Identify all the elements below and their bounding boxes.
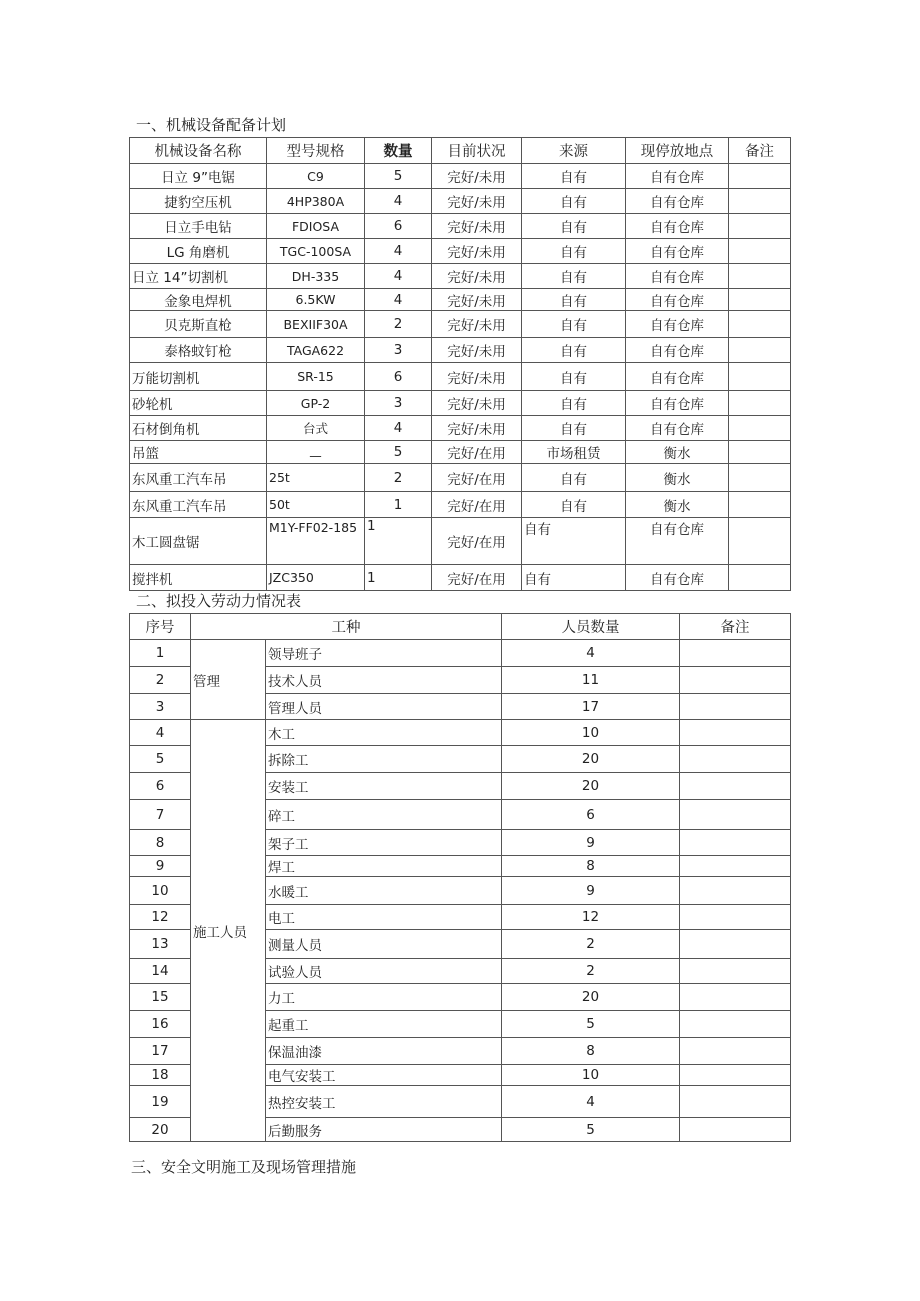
cell-quantity: 1 — [365, 492, 432, 518]
cell-headcount: 20 — [502, 773, 680, 800]
cell-source: 自有 — [522, 338, 626, 363]
cell-headcount: 9 — [502, 830, 680, 856]
equipment-row — [130, 311, 791, 338]
cell-seq: 1 — [130, 640, 191, 667]
cell-labor-remarks — [680, 746, 791, 773]
cell-status: 完好/在用 — [432, 565, 522, 591]
cell-equipment-name: 吊篮 — [130, 441, 267, 464]
header-model-spec: 型号规格 — [267, 138, 365, 164]
cell-headcount: 6 — [502, 800, 680, 830]
cell-seq: 17 — [130, 1038, 191, 1065]
cell-source: 自有 — [522, 289, 626, 311]
cell-status: 完好/未用 — [432, 164, 522, 189]
cell-seq: 5 — [130, 746, 191, 773]
cell-seq: 13 — [130, 930, 191, 959]
cell-model-spec: BEXIIF30A — [267, 311, 365, 338]
cell-source: 自有 — [522, 264, 626, 289]
cell-labor-remarks — [680, 877, 791, 905]
equipment-row — [130, 363, 791, 391]
cell-location: 自有仓库 — [626, 289, 729, 311]
cell-trade: 保温油漆 — [266, 1038, 502, 1065]
cell-equipment-name: 东风重工汽车吊 — [130, 492, 267, 518]
cell-seq: 12 — [130, 905, 191, 930]
cell-location: 自有仓库 — [626, 164, 729, 189]
cell-equipment-name: 搅拌机 — [130, 565, 267, 591]
cell-quantity: 6 — [365, 214, 432, 239]
cell-equipment-name: 砂轮机 — [130, 391, 267, 416]
cell-model-spec: TAGA622 — [267, 338, 365, 363]
cell-location: 自有仓库 — [626, 565, 729, 591]
cell-quantity: 1 — [365, 565, 432, 591]
equipment-row — [130, 164, 791, 189]
cell-location: 衡水 — [626, 464, 729, 492]
cell-model-spec: 50t — [267, 492, 365, 518]
cell-location: 衡水 — [626, 441, 729, 464]
cell-labor-remarks — [680, 773, 791, 800]
cell-equipment-name: 万能切割机 — [130, 363, 267, 391]
cell-status: 完好/未用 — [432, 338, 522, 363]
cell-trade: 试验人员 — [266, 959, 502, 984]
cell-trade: 领导班子 — [266, 640, 502, 667]
cell-equipment-name: 金象电焊机 — [130, 289, 267, 311]
cell-source: 自有 — [522, 416, 626, 441]
cell-labor-remarks — [680, 830, 791, 856]
header-location: 现停放地点 — [626, 138, 729, 164]
cell-source: 自有 — [522, 189, 626, 214]
cell-labor-remarks — [680, 1118, 791, 1142]
cell-equipment-name: 日立 9”电锯 — [130, 164, 267, 189]
cell-remarks — [729, 565, 791, 591]
cell-remarks — [729, 164, 791, 189]
cell-status: 完好/未用 — [432, 214, 522, 239]
equipment-row — [130, 189, 791, 214]
cell-trade: 碎工 — [266, 800, 502, 830]
cell-trade: 力工 — [266, 984, 502, 1011]
cell-headcount: 8 — [502, 856, 680, 877]
cell-trade: 拆除工 — [266, 746, 502, 773]
cell-trade: 水暖工 — [266, 877, 502, 905]
cell-headcount: 9 — [502, 877, 680, 905]
section2-title: 二、拟投入劳动力情况表 — [136, 592, 302, 610]
cell-trade: 起重工 — [266, 1011, 502, 1038]
cell-model-spec: DH-335 — [267, 264, 365, 289]
cell-source: 市场租赁 — [522, 441, 626, 464]
equipment-row — [130, 565, 791, 591]
group-construction-staff: 施工人员 — [191, 720, 266, 1142]
cell-labor-remarks — [680, 1065, 791, 1086]
cell-location: 自有仓库 — [626, 189, 729, 214]
cell-source: 自有 — [522, 239, 626, 264]
cell-seq: 3 — [130, 694, 191, 720]
cell-equipment-name: 贝克斯直枪 — [130, 311, 267, 338]
cell-status: 完好/未用 — [432, 311, 522, 338]
cell-headcount: 8 — [502, 1038, 680, 1065]
header-trade: 工种 — [191, 614, 502, 640]
cell-headcount: 5 — [502, 1011, 680, 1038]
cell-status: 完好/在用 — [432, 441, 522, 464]
cell-quantity: 1 — [365, 518, 432, 565]
cell-seq: 8 — [130, 830, 191, 856]
cell-source: 自有 — [522, 565, 626, 591]
cell-source: 自有 — [522, 492, 626, 518]
cell-headcount: 17 — [502, 694, 680, 720]
cell-labor-remarks — [680, 667, 791, 694]
labor-table — [129, 613, 791, 1142]
cell-remarks — [729, 492, 791, 518]
cell-location: 衡水 — [626, 492, 729, 518]
cell-headcount: 4 — [502, 1086, 680, 1118]
cell-headcount: 20 — [502, 746, 680, 773]
cell-headcount: 12 — [502, 905, 680, 930]
cell-location: 自有仓库 — [626, 214, 729, 239]
cell-labor-remarks — [680, 905, 791, 930]
cell-model-spec: — — [267, 441, 365, 464]
equipment-row — [130, 239, 791, 264]
cell-equipment-name: LG 角磨机 — [130, 239, 267, 264]
group-management: 管理 — [191, 640, 266, 720]
cell-quantity: 3 — [365, 338, 432, 363]
cell-remarks — [729, 464, 791, 492]
cell-equipment-name: 日立手电钻 — [130, 214, 267, 239]
cell-status: 完好/在用 — [432, 464, 522, 492]
cell-remarks — [729, 338, 791, 363]
cell-status: 完好/在用 — [432, 518, 522, 565]
equipment-row — [130, 492, 791, 518]
cell-quantity: 3 — [365, 391, 432, 416]
cell-trade: 技术人员 — [266, 667, 502, 694]
header-quantity: 数量 — [365, 138, 432, 164]
cell-labor-remarks — [680, 1011, 791, 1038]
cell-labor-remarks — [680, 694, 791, 720]
cell-model-spec: 台式 — [267, 416, 365, 441]
header-source: 来源 — [522, 138, 626, 164]
cell-seq: 9 — [130, 856, 191, 877]
cell-source: 自有 — [522, 214, 626, 239]
cell-remarks — [729, 518, 791, 565]
cell-headcount: 10 — [502, 1065, 680, 1086]
equipment-table — [129, 137, 791, 591]
cell-headcount: 2 — [502, 959, 680, 984]
cell-remarks — [729, 416, 791, 441]
cell-location: 自有仓库 — [626, 264, 729, 289]
cell-labor-remarks — [680, 1038, 791, 1065]
cell-labor-remarks — [680, 984, 791, 1011]
cell-source: 自有 — [522, 363, 626, 391]
cell-status: 完好/未用 — [432, 239, 522, 264]
header-seq: 序号 — [130, 614, 191, 640]
cell-status: 完好/未用 — [432, 391, 522, 416]
cell-seq: 14 — [130, 959, 191, 984]
section3-title: 三、安全文明施工及现场管理措施 — [131, 1158, 357, 1176]
labor-row — [130, 640, 791, 667]
cell-headcount: 5 — [502, 1118, 680, 1142]
cell-remarks — [729, 214, 791, 239]
cell-equipment-name: 泰格蚊钉枪 — [130, 338, 267, 363]
cell-headcount: 2 — [502, 930, 680, 959]
cell-model-spec: GP-2 — [267, 391, 365, 416]
cell-equipment-name: 日立 14”切割机 — [130, 264, 267, 289]
cell-labor-remarks — [680, 1086, 791, 1118]
cell-seq: 19 — [130, 1086, 191, 1118]
cell-remarks — [729, 289, 791, 311]
cell-headcount: 4 — [502, 640, 680, 667]
cell-trade: 电工 — [266, 905, 502, 930]
cell-model-spec: SR-15 — [267, 363, 365, 391]
cell-status: 完好/未用 — [432, 264, 522, 289]
header-equipment-name: 机械设备名称 — [130, 138, 267, 164]
cell-quantity: 2 — [365, 311, 432, 338]
cell-remarks — [729, 311, 791, 338]
cell-seq: 10 — [130, 877, 191, 905]
cell-headcount: 20 — [502, 984, 680, 1011]
cell-trade: 后勤服务 — [266, 1118, 502, 1142]
header-headcount: 人员数量 — [502, 614, 680, 640]
cell-quantity: 4 — [365, 264, 432, 289]
header-remarks: 备注 — [729, 138, 791, 164]
cell-status: 完好/未用 — [432, 289, 522, 311]
cell-model-spec: JZC350 — [267, 565, 365, 591]
cell-model-spec: FDIOSA — [267, 214, 365, 239]
cell-quantity: 4 — [365, 289, 432, 311]
cell-equipment-name: 石材倒角机 — [130, 416, 267, 441]
equipment-header-row — [130, 138, 791, 164]
cell-labor-remarks — [680, 930, 791, 959]
cell-status: 完好/在用 — [432, 492, 522, 518]
cell-remarks — [729, 391, 791, 416]
header-status: 目前状况 — [432, 138, 522, 164]
equipment-row — [130, 289, 791, 311]
cell-status: 完好/未用 — [432, 363, 522, 391]
cell-seq: 16 — [130, 1011, 191, 1038]
equipment-row — [130, 518, 791, 565]
cell-source: 自有 — [522, 311, 626, 338]
cell-trade: 测量人员 — [266, 930, 502, 959]
cell-location: 自有仓库 — [626, 239, 729, 264]
section1-title: 一、机械设备配备计划 — [136, 116, 287, 134]
cell-trade: 安装工 — [266, 773, 502, 800]
cell-location: 自有仓库 — [626, 338, 729, 363]
cell-status: 完好/未用 — [432, 189, 522, 214]
equipment-row — [130, 464, 791, 492]
equipment-row — [130, 391, 791, 416]
cell-model-spec: 6.5KW — [267, 289, 365, 311]
cell-location: 自有仓库 — [626, 416, 729, 441]
equipment-row — [130, 416, 791, 441]
cell-remarks — [729, 441, 791, 464]
cell-model-spec: TGC-100SA — [267, 239, 365, 264]
cell-model-spec: C9 — [267, 164, 365, 189]
cell-remarks — [729, 363, 791, 391]
cell-equipment-name: 东风重工汽车吊 — [130, 464, 267, 492]
cell-headcount: 10 — [502, 720, 680, 746]
equipment-row — [130, 441, 791, 464]
cell-source: 自有 — [522, 391, 626, 416]
cell-seq: 6 — [130, 773, 191, 800]
cell-seq: 20 — [130, 1118, 191, 1142]
cell-seq: 18 — [130, 1065, 191, 1086]
cell-location: 自有仓库 — [626, 363, 729, 391]
cell-source: 自有 — [522, 518, 626, 565]
cell-status: 完好/未用 — [432, 416, 522, 441]
cell-model-spec: 4HP380A — [267, 189, 365, 214]
cell-trade: 电气安装工 — [266, 1065, 502, 1086]
cell-labor-remarks — [680, 800, 791, 830]
labor-header-row — [130, 614, 791, 640]
cell-quantity: 4 — [365, 416, 432, 441]
cell-seq: 2 — [130, 667, 191, 694]
cell-equipment-name: 木工圆盘锯 — [130, 518, 267, 565]
cell-seq: 15 — [130, 984, 191, 1011]
cell-labor-remarks — [680, 856, 791, 877]
cell-source: 自有 — [522, 164, 626, 189]
labor-row — [130, 720, 791, 746]
cell-seq: 4 — [130, 720, 191, 746]
equipment-row — [130, 264, 791, 289]
equipment-row — [130, 338, 791, 363]
cell-quantity: 4 — [365, 189, 432, 214]
equipment-row — [130, 214, 791, 239]
cell-trade: 热控安装工 — [266, 1086, 502, 1118]
cell-remarks — [729, 189, 791, 214]
cell-quantity: 5 — [365, 441, 432, 464]
cell-location: 自有仓库 — [626, 518, 729, 565]
cell-labor-remarks — [680, 640, 791, 667]
cell-quantity: 5 — [365, 164, 432, 189]
cell-seq: 7 — [130, 800, 191, 830]
cell-labor-remarks — [680, 720, 791, 746]
cell-location: 自有仓库 — [626, 311, 729, 338]
cell-model-spec: 25t — [267, 464, 365, 492]
cell-labor-remarks — [680, 959, 791, 984]
cell-source: 自有 — [522, 464, 626, 492]
cell-trade: 管理人员 — [266, 694, 502, 720]
cell-equipment-name: 捷豹空压机 — [130, 189, 267, 214]
cell-trade: 架子工 — [266, 830, 502, 856]
cell-model-spec: M1Y-FF02-185 — [267, 518, 365, 565]
cell-quantity: 4 — [365, 239, 432, 264]
cell-remarks — [729, 239, 791, 264]
cell-quantity: 2 — [365, 464, 432, 492]
cell-location: 自有仓库 — [626, 391, 729, 416]
cell-headcount: 11 — [502, 667, 680, 694]
header-labor-remarks: 备注 — [680, 614, 791, 640]
cell-trade: 焊工 — [266, 856, 502, 877]
cell-remarks — [729, 264, 791, 289]
cell-trade: 木工 — [266, 720, 502, 746]
cell-quantity: 6 — [365, 363, 432, 391]
